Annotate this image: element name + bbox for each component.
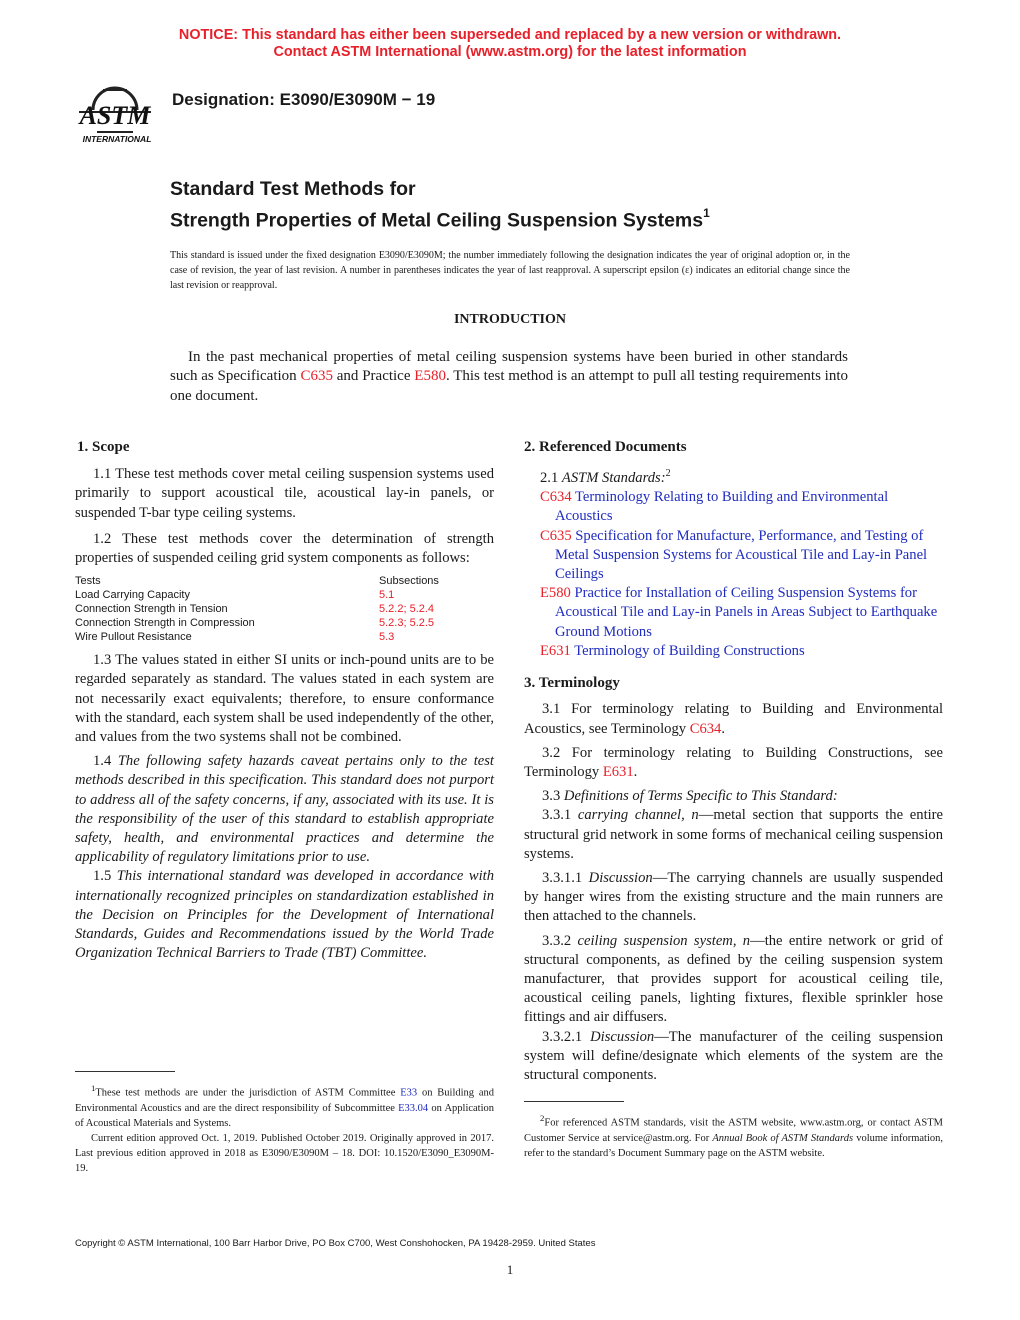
footnote-1: $^1$These test methods are under the jurisdiction of ASTM Committee E33 on Building and Environmental Acoustics and are the direct responsibility of Subcommittee E33.04 on Application of Acoustical Materials and Systems. Current edition approved Oct. 1, 2019. Published October 2019. Originally approved in 2017. Last previous edition approved in 2018 as E3090/E3090M – 18. DOI: 10.1520/E3090_E3090M-19.: [75, 1083, 495, 1174]
section-3-3-1: 3.3.1 carrying channel, n—metal section that supports the entire structural grid network in some forms of mechanical ceiling suspension systems.: [524, 807, 944, 862]
reference-item[interactable]: C634 Terminology Relating to Building and Environmental Acoustics: [540, 489, 889, 525]
introduction-heading: INTRODUCTION: [453, 312, 566, 327]
designation: Designation: E3090/E3090M − 19: [172, 90, 436, 109]
section-2-heading: 2. Referenced Documents: [524, 439, 687, 455]
link-e33[interactable]: E33: [400, 1087, 418, 1099]
left-column: [75, 438, 494, 963]
section-3-3-2: 3.3.2 ceiling suspension system, n—the entire network or grid of structural components, as defined by the ceiling suspension system manufacturer, that provides support for acoustical ceiling tile, acoustical ceiling panels, lighting fixtures, flexible sprinkler hose fittings and air diffusers.: [524, 932, 943, 1026]
section-1-3: 1.3 The values stated in either SI units or inch-pound units are to be regarded separately as standard. The values stated in each system are not necessarily exact equivalents; therefore, to ensure conformance with the standard, each system shall be used independently of the other, and values from the two systems shall not be combined.: [75, 652, 494, 746]
section-1-1: 1.1 These test methods cover metal ceiling suspension systems used primarily to support acoustical tile, acoustical lay-in panels, or suspended T-bar type ceiling systems.: [75, 466, 494, 521]
link-subsection[interactable]: 5.1: [379, 589, 395, 602]
section-3-3: 3.3 Definitions of Terms Specific to This Standard:: [542, 788, 838, 805]
link-e631[interactable]: E631: [602, 763, 634, 780]
section-3-3-1-1: 3.3.1.1 Discussion—The carrying channels are usually suspended by hanger wires from the existing structure and the main runners are then attached to the channels.: [524, 869, 943, 925]
link-c635[interactable]: C635: [300, 368, 333, 385]
introduction-paragraph: In the past mechanical properties of metal ceiling suspension systems have been buried in other standards such as Specification C635 and Practice E580. This test method is an attempt to pull all testing requirements into one document.: [170, 349, 849, 404]
section-3-3-2-1: 3.3.2.1 Discussion—The manufacturer of the ceiling suspension system will define/designate which elements of the system are the structural components.: [524, 1028, 943, 1083]
title-line-2: Strength Properties of Metal Ceiling Suspension Systems$^1$: [170, 206, 710, 232]
link-subsection[interactable]: 5.2.2; 5.2.4: [379, 603, 435, 616]
reference-item[interactable]: E580 Practice for Installation of Ceiling Suspension Systems for Acoustical Tile and Lay-in Panels in Areas Subject to Earthquake Ground Motions: [540, 585, 938, 640]
table-header-tests: Tests: [75, 575, 101, 588]
link-e33-04[interactable]: E33.04: [398, 1102, 429, 1114]
svg-text:ASTM: ASTM: [79, 101, 151, 130]
notice-line-2: Contact ASTM International (www.astm.org) for the latest information: [273, 44, 747, 60]
footnote-rule: [75, 1071, 175, 1072]
astm-logo: [73, 76, 161, 146]
link-c634[interactable]: C634: [689, 720, 722, 737]
document-title: [170, 176, 710, 234]
reference-item[interactable]: E631 Terminology of Building Constructions: [540, 642, 805, 659]
section-2-1: 2.1 ASTM Standards:$^2$: [540, 468, 671, 487]
tests-table: [75, 574, 494, 644]
section-1-heading: 1. Scope: [77, 439, 130, 455]
svg-text:INTERNATIONAL: INTERNATIONAL: [82, 134, 152, 144]
withdrawal-notice: [0, 27, 1020, 61]
table-row: Connection Strength in Tension: [75, 603, 228, 616]
section-3-2: 3.2 For terminology relating to Building Constructions, see Terminology E631.: [524, 744, 943, 780]
table-header-subsections: Subsections: [379, 575, 439, 588]
section-3-1: 3.1 For terminology relating to Building and Environmental Acoustics, see Terminology C634.: [524, 701, 943, 737]
astm-logo-icon: [73, 76, 161, 146]
page-number: 1: [506, 1262, 514, 1277]
copyright: Copyright © ASTM International, 100 Barr Harbor Drive, PO Box C700, West Conshohocken, PA 19428-2959. United States: [75, 1238, 596, 1249]
section-1-5: 1.5 This international standard was developed in accordance with internationally recognized principles on standardization established in the Decision on Principles for the Development of International Standards, Guides and Recommendations issued by the World Trade Organization Technical Barriers to Trade (TBT) Committee.: [75, 868, 495, 962]
table-row: Wire Pullout Resistance: [75, 631, 192, 644]
link-subsection[interactable]: 5.2.3; 5.2.5: [379, 617, 435, 630]
section-1-2: 1.2 These test methods cover the determination of strength properties of suspended ceiling grid system components as follows:: [75, 530, 494, 567]
section-1-4: 1.4 The following safety hazards caveat pertains only to the test methods described in this specification. This standard does not purport to address all of the safety concerns, if any, associated with its use. It is the responsibility of the user of this standard to establish appropriate safety, health, and environmental practices and determine the applicability of regulatory limitations prior to use.: [75, 753, 494, 866]
title-line-1: Standard Test Methods for: [170, 178, 416, 200]
link-subsection[interactable]: 5.3: [379, 631, 395, 644]
right-column: [524, 438, 943, 1085]
reference-item[interactable]: C635 Specification for Manufacture, Performance, and Testing of Metal Suspension Systems for Acoustical Tile and Lay-in Panel Ceilings: [540, 527, 928, 583]
footnote-rule: [524, 1101, 624, 1102]
footnote-2: $^2$For referenced ASTM standards, visit the ASTM website, www.astm.org, or contact ASTM Customer Service at service@astm.org. For Annual Book of ASTM Standards volume information, refer to the standard’s Document Summary page on the ASTM website.: [524, 1113, 943, 1159]
table-row: Connection Strength in Compression: [75, 617, 255, 630]
section-3-heading: 3. Terminology: [524, 675, 620, 692]
notice-line-1: NOTICE: This standard has either been superseded and replaced by a new version or withdrawn.: [178, 27, 842, 43]
issuance-note: This standard is issued under the fixed designation E3090/E3090M; the number immediately following the designation indicates the year of original adoption or, in the case of revision, the year of last revision. A number in parentheses indicates the year of last reapproval. A superscript epsilon (ε) indicates an editorial change since the last revision or reapproval.: [170, 250, 850, 291]
table-row: Load Carrying Capacity: [75, 589, 190, 602]
link-e580[interactable]: E580: [414, 368, 446, 385]
